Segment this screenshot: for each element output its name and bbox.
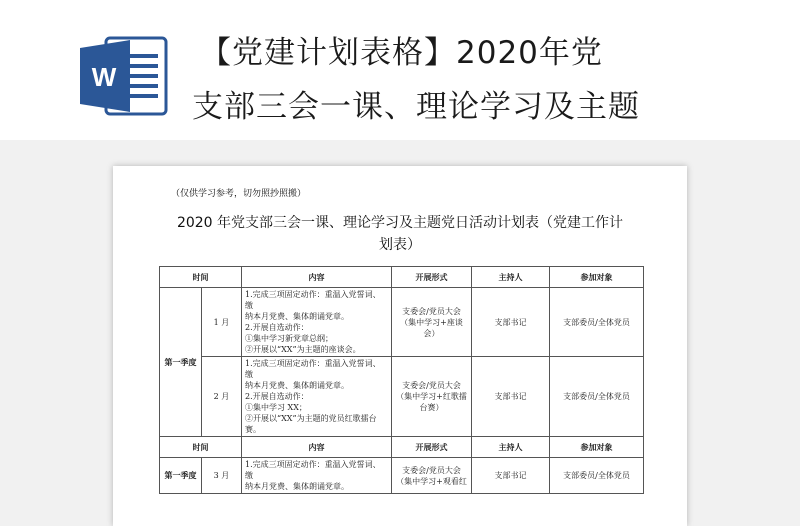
table-row <box>160 288 644 357</box>
document-title <box>113 212 687 256</box>
header-host: 主持人 <box>472 437 550 458</box>
word-document-icon <box>78 36 170 116</box>
content-line: ②开展以“XX”为主题的党员红歌擂台 <box>245 414 377 423</box>
table-row <box>160 458 644 494</box>
header-host: 主持人 <box>472 267 550 288</box>
content-cell <box>242 288 392 357</box>
form-cell <box>392 288 472 357</box>
host-cell: 支部书记 <box>472 288 550 357</box>
document-title-line1: 2020 年党支部三会一课、理论学习及主题党日活动计划表（党建工作计 <box>176 215 624 231</box>
content-line: 1.完成三项固定动作：重温入党誓词、缴 <box>245 460 381 480</box>
content-cell <box>242 458 392 494</box>
content-line: 1.完成三项固定动作：重温入党誓词、缴 <box>245 290 381 310</box>
header-participants: 参加对象 <box>550 437 644 458</box>
participants-cell: 支部委员/全体党员 <box>550 288 644 357</box>
form-line: （集中学习+观看红 <box>396 476 467 486</box>
content-cell <box>242 357 392 437</box>
month-cell: 1 月 <box>202 288 242 357</box>
content-line: 1.完成三项固定动作：重温入党誓词、缴 <box>245 359 381 379</box>
header-time: 时间 <box>160 437 242 458</box>
form-cell <box>392 357 472 437</box>
participants-cell: 支部委员/全体党员 <box>550 357 644 437</box>
table-row <box>160 357 644 437</box>
page-title-line2: 支部三会一课、理论学习及主题 <box>192 89 640 125</box>
content-line: 2.开展自选动作： <box>245 323 309 332</box>
content-line: 纳本月党费、集体朗诵党章。 <box>245 312 349 321</box>
content-line: 纳本月党费、集体朗诵党章。 <box>245 381 349 390</box>
header-form: 开展形式 <box>392 437 472 458</box>
participants-cell: 支部委员/全体党员 <box>550 458 644 494</box>
form-cell <box>392 458 472 494</box>
table-header-row <box>160 267 644 288</box>
reference-note: （仅供学习参考，切勿照抄照搬） <box>171 189 307 199</box>
content-line: 纳本月党费、集体朗诵党章。 <box>245 482 349 491</box>
header-content: 内容 <box>242 437 392 458</box>
content-line: 2.开展自选动作： <box>245 392 309 401</box>
season-cell: 第一季度 <box>160 288 202 437</box>
month-cell: 2 月 <box>202 357 242 437</box>
month-cell: 3 月 <box>202 458 242 494</box>
document-page <box>113 166 687 526</box>
header-participants: 参加对象 <box>550 267 644 288</box>
content-line: ①集中学习 XX； <box>245 403 307 412</box>
content-line: ①集中学习新党章总纲； <box>245 334 333 343</box>
svg-text:W: W <box>91 62 117 92</box>
form-line: 支委会/党员大会 <box>402 381 461 390</box>
table-header-row <box>160 437 644 458</box>
form-line: （集中学习+座谈 <box>400 317 463 327</box>
document-title-line2: 划表） <box>379 237 421 253</box>
form-line: 支委会/党员大会 <box>402 465 461 475</box>
plan-table <box>159 266 644 494</box>
header-band <box>0 0 800 140</box>
season-cell: 第一季度 <box>160 458 202 494</box>
content-line: ②开展以“XX”为主题的座谈会。 <box>245 345 361 354</box>
form-line: 会） <box>423 328 440 338</box>
host-cell: 支部书记 <box>472 357 550 437</box>
page-title-line1: 【党建计划表格】2020年党 <box>200 35 603 71</box>
host-cell: 支部书记 <box>472 458 550 494</box>
header-time: 时间 <box>160 267 242 288</box>
header-content: 内容 <box>242 267 392 288</box>
form-line: 台赛） <box>419 403 444 412</box>
content-line: 赛。 <box>245 425 261 434</box>
form-line: （集中学习+红歌擂 <box>396 392 467 401</box>
header-form: 开展形式 <box>392 267 472 288</box>
form-line: 支委会/党员大会 <box>402 306 461 316</box>
